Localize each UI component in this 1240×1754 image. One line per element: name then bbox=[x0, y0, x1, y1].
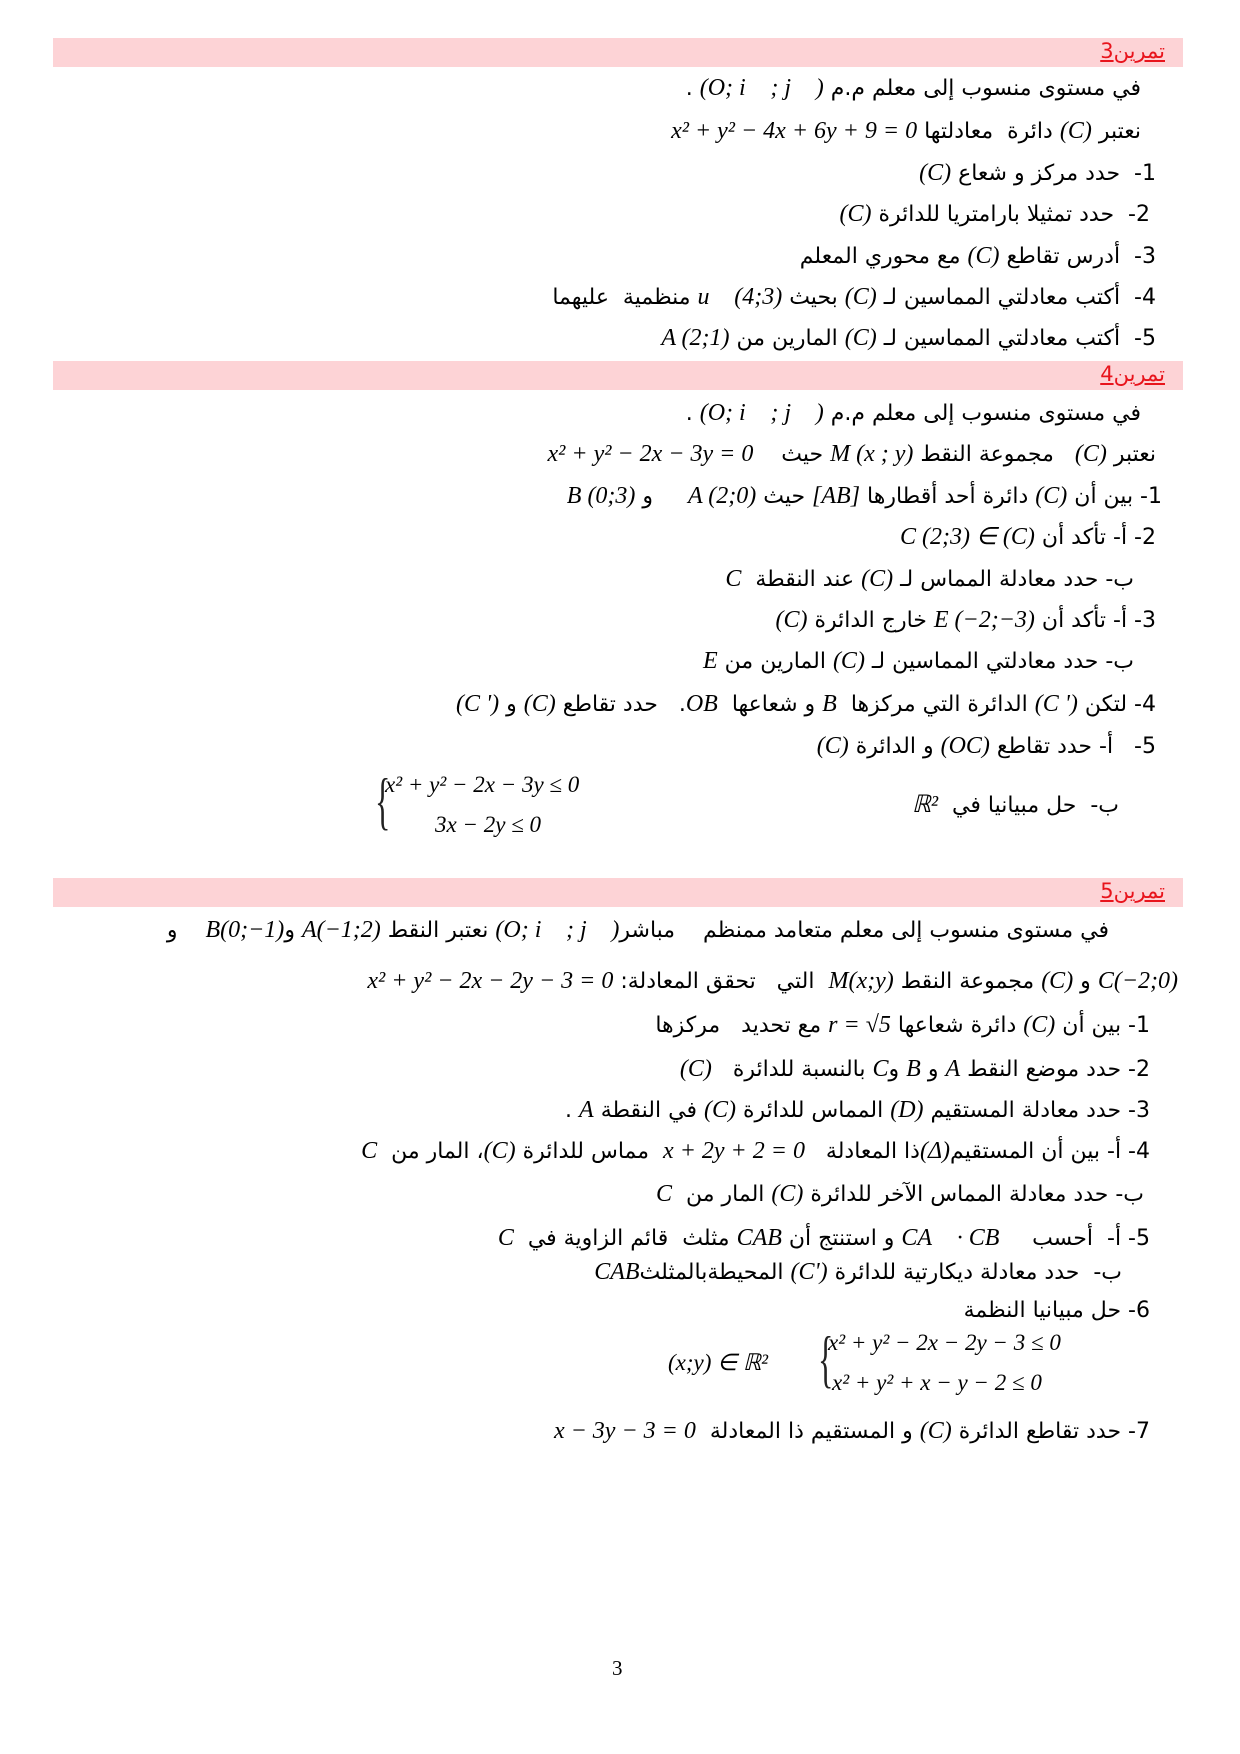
text-segment: المماس للدائرة bbox=[735, 1098, 891, 1123]
math-expression: (C ') bbox=[1034, 691, 1078, 717]
math-expression: (O; i⃗ ; j⃗ ) bbox=[699, 75, 824, 101]
text-segment: نعتبر النقط bbox=[380, 918, 496, 943]
text-segment: 1- حدد مركز و شعاع bbox=[951, 161, 1156, 186]
text-segment: و bbox=[635, 484, 689, 509]
text-segment: عند النقطة bbox=[741, 567, 862, 592]
exercise-header bbox=[53, 878, 1183, 907]
math-expression: (C) bbox=[523, 691, 556, 717]
text-segment: و شعاعها bbox=[717, 692, 823, 717]
math-expression: x + 2y + 2 = 0 bbox=[663, 1138, 805, 1164]
exercise-title: تمرين5 bbox=[1100, 879, 1165, 903]
math-expression: E (−2;−3) bbox=[933, 607, 1035, 633]
exercise-line bbox=[367, 966, 1178, 997]
exercise-line bbox=[900, 522, 1156, 553]
math-expression: (C) bbox=[816, 733, 849, 759]
exercise-line bbox=[554, 1416, 1150, 1447]
math-expression: (OC) bbox=[940, 733, 990, 759]
math-expression: A(−1;2) bbox=[301, 917, 381, 943]
math-expression: (D) bbox=[890, 1097, 924, 1123]
exercise-line bbox=[912, 790, 1119, 821]
system-inequality: 3x − 2y ≤ 0 bbox=[435, 812, 542, 837]
math-expression: E bbox=[703, 648, 718, 674]
text-segment: مع تحديد مركزها bbox=[655, 1013, 829, 1038]
exercise-line bbox=[686, 398, 1141, 429]
exercise-line bbox=[800, 241, 1156, 272]
math-expression: C bbox=[497, 1225, 514, 1251]
exercise-line bbox=[964, 1296, 1150, 1326]
math-expression: (C) bbox=[832, 648, 865, 674]
math-expression: B bbox=[906, 1056, 921, 1082]
math-expression: M (x ; y) bbox=[830, 441, 914, 467]
math-expression: CAB bbox=[594, 1259, 640, 1285]
text-segment: . bbox=[685, 401, 700, 426]
text-segment: منظمية عليهما bbox=[552, 285, 698, 310]
text-segment: التي تحقق المعادلة: bbox=[613, 969, 829, 994]
math-expression: ℝ² bbox=[911, 792, 939, 818]
text-segment: ب- حدد معادلة المماس الآخر للدائرة bbox=[803, 1182, 1144, 1207]
text-segment: دائرة أحد أقطارها bbox=[860, 484, 1036, 509]
math-expression: (C) bbox=[679, 1056, 712, 1082]
math-expression: B bbox=[822, 691, 837, 717]
math-expression: [AB] bbox=[812, 483, 861, 509]
text-segment: ب- حدد معادلتي المماسين لـ bbox=[864, 649, 1134, 674]
exercise-line bbox=[680, 1054, 1150, 1085]
text-segment: حيث bbox=[753, 442, 831, 467]
math-expression: C(−2;0) bbox=[1097, 968, 1178, 994]
text-segment: و الدائرة bbox=[848, 734, 941, 759]
exercise-line bbox=[498, 1223, 1150, 1254]
text-segment: ب- حل مبيانيا في bbox=[938, 793, 1119, 818]
system-domain: (x;y) ∈ ℝ² bbox=[668, 1350, 769, 1375]
math-expression: OB bbox=[685, 691, 718, 717]
system-inequality: x² + y² − 2x − 2y − 3 ≤ 0 bbox=[828, 1330, 1061, 1355]
math-expression: C bbox=[725, 566, 742, 592]
math-expression: B (0;3) bbox=[566, 483, 636, 509]
text-segment: في مستوى منسوب إلى معلم متعامد ممنظم مباشر bbox=[619, 918, 1109, 943]
text-segment: المحيطةبالمثلث bbox=[639, 1260, 791, 1285]
math-expression: (C) bbox=[919, 1418, 952, 1444]
math-expression: r = √5 bbox=[828, 1012, 891, 1038]
text-segment: حيث bbox=[756, 484, 813, 509]
math-expression: (C) bbox=[1035, 483, 1068, 509]
math-expression: A bbox=[579, 1097, 594, 1123]
math-expression: C (2;3) ∈ (C) bbox=[900, 524, 1035, 550]
math-expression: (C') bbox=[790, 1259, 828, 1285]
text-segment: دائرة شعاعها bbox=[890, 1013, 1024, 1038]
exercise-header bbox=[53, 361, 1183, 390]
math-expression: (C) bbox=[771, 1181, 804, 1207]
inequality-system bbox=[375, 765, 675, 852]
exercise-line bbox=[594, 1257, 1122, 1288]
exercise-line bbox=[456, 689, 1156, 720]
text-segment: . bbox=[685, 76, 700, 101]
system-inequality: x² + y² − 2x − 3y ≤ 0 bbox=[385, 772, 580, 797]
text-segment: مثلث قائم الزاوية في bbox=[513, 1226, 737, 1251]
text-segment: و استنتج أن bbox=[781, 1226, 902, 1251]
text-segment: ذا المعادلة bbox=[804, 1139, 920, 1164]
math-expression: x² + y² − 4x + 6y + 9 = 0 bbox=[671, 118, 918, 144]
math-expression: B(0;−1) bbox=[205, 917, 285, 943]
exercise-line bbox=[817, 731, 1156, 762]
text-segment: 4- لتكن bbox=[1077, 692, 1156, 717]
inequality-system bbox=[818, 1323, 1118, 1410]
exercise-line bbox=[671, 116, 1141, 147]
text-segment: خارج الدائرة bbox=[807, 608, 934, 633]
text-segment: في مستوى منسوب إلى معلم م.م bbox=[823, 76, 1141, 101]
math-expression: (C ') bbox=[456, 691, 500, 717]
math-expression: C bbox=[656, 1181, 673, 1207]
math-expression: (C) bbox=[1041, 968, 1074, 994]
text-segment: 1- بين أن bbox=[1055, 1013, 1150, 1038]
math-expression: (C) bbox=[1023, 1012, 1056, 1038]
math-expression: x² + y² − 2x − 3y = 0 bbox=[547, 441, 754, 467]
text-segment: في مستوى منسوب إلى معلم م.م bbox=[823, 401, 1141, 426]
text-segment: مجموعة النقط bbox=[913, 442, 1075, 467]
exercise-line bbox=[656, 1179, 1144, 1210]
text-segment: 6- حل مبيانيا النظمة bbox=[963, 1298, 1150, 1323]
text-segment: 2- حدد موضع النقط bbox=[960, 1057, 1150, 1082]
text-segment: بحيث bbox=[782, 285, 845, 310]
math-expression: (C) bbox=[844, 325, 877, 351]
text-segment: مجموعة النقط bbox=[893, 969, 1042, 994]
exercise-line bbox=[661, 323, 1156, 354]
math-expression: (C) bbox=[1059, 118, 1092, 144]
exercise-title: تمرين4 bbox=[1100, 362, 1165, 386]
math-expression: (C) bbox=[839, 201, 872, 227]
math-expression: (C) bbox=[919, 160, 952, 186]
exercise-line bbox=[552, 282, 1156, 313]
exercise-header bbox=[53, 38, 1183, 67]
math-expression: (O; i⃗ ; j⃗ ) bbox=[699, 400, 824, 426]
text-segment: نعتبر bbox=[1091, 119, 1141, 144]
text-segment: و bbox=[920, 1057, 946, 1082]
exercise-line bbox=[686, 73, 1141, 104]
text-segment: 2- أ- تأكد أن bbox=[1034, 525, 1156, 550]
text-segment: 5- أ- حدد تقاطع bbox=[989, 734, 1156, 759]
text-segment: و bbox=[1073, 969, 1098, 994]
exercise-line bbox=[548, 439, 1156, 470]
exercise-line bbox=[703, 646, 1134, 677]
math-expression: (Δ) bbox=[919, 1138, 951, 1164]
math-expression: (C) bbox=[1074, 441, 1107, 467]
text-segment: و bbox=[166, 918, 206, 943]
math-expression: u⃗ (4;3) bbox=[697, 284, 783, 310]
text-segment: و bbox=[499, 692, 524, 717]
exercise-line bbox=[167, 915, 1109, 946]
brace-icon: { bbox=[818, 1323, 834, 1394]
text-segment: 1- بين أن bbox=[1067, 484, 1162, 509]
exercise-line bbox=[840, 199, 1150, 230]
math-expression: (O; i⃗ ; j⃗ ) bbox=[495, 917, 620, 943]
text-segment: مماس للدائرة bbox=[515, 1139, 664, 1164]
text-segment: ب- حدد معادلة ديكارتية للدائرة bbox=[827, 1260, 1122, 1285]
text-segment: الدائرة التي مركزها bbox=[836, 692, 1035, 717]
math-expression: (C) bbox=[483, 1138, 516, 1164]
math-expression: (C) bbox=[844, 284, 877, 310]
text-segment: . حدد تقاطع bbox=[555, 692, 686, 717]
exercise-line bbox=[565, 1095, 1150, 1126]
text-segment: في النقطة bbox=[593, 1098, 704, 1123]
text-segment: ، المار من bbox=[377, 1139, 484, 1164]
exercise-line bbox=[919, 158, 1156, 189]
text-segment: 4- أكتب معادلتي المماسين لـ bbox=[876, 285, 1156, 310]
system-inequality: x² + y² + x − y − 2 ≤ 0 bbox=[832, 1370, 1042, 1395]
math-expression: A bbox=[945, 1056, 961, 1082]
brace-icon: { bbox=[375, 765, 391, 836]
math-expression: x² + y² − 2x − 2y − 3 = 0 bbox=[367, 968, 614, 994]
text-segment: نعتبر bbox=[1106, 442, 1156, 467]
text-segment: و المستقيم ذا المعادلة bbox=[695, 1419, 920, 1444]
math-expression: C bbox=[872, 1056, 889, 1082]
text-segment: و bbox=[888, 1057, 907, 1082]
math-expression: A (2;1) bbox=[661, 325, 730, 351]
text-segment: 3- أدرس تقاطع bbox=[999, 244, 1156, 269]
text-segment: 7- حدد تقاطع الدائرة bbox=[951, 1419, 1150, 1444]
exercise-line bbox=[567, 481, 1162, 512]
math-expression: (C) bbox=[861, 566, 894, 592]
exercise-line bbox=[725, 564, 1134, 595]
text-segment: المارين من bbox=[729, 326, 845, 351]
text-segment: مع محوري المعلم bbox=[799, 244, 968, 269]
math-expression: M(x;y) bbox=[828, 968, 894, 994]
math-expression: x − 3y − 3 = 0 bbox=[553, 1418, 696, 1444]
text-segment: 3- حدد معادلة المستقيم bbox=[923, 1098, 1150, 1123]
math-expression: (C) bbox=[703, 1097, 736, 1123]
text-segment: 5- أكتب معادلتي المماسين لـ bbox=[876, 326, 1156, 351]
page-number: 3 bbox=[612, 1656, 623, 1680]
text-segment: المار من bbox=[672, 1182, 772, 1207]
math-expression: (C) bbox=[967, 243, 1000, 269]
exercise-line bbox=[361, 1136, 1150, 1167]
text-segment: بالنسبة للدائرة bbox=[711, 1057, 873, 1082]
text-segment: 4- أ- بين أن المستقيم bbox=[950, 1139, 1150, 1164]
exercise-line bbox=[655, 1010, 1150, 1041]
text-segment: . bbox=[565, 1098, 580, 1123]
text-segment: ب- حدد معادلة المماس لـ bbox=[893, 567, 1134, 592]
text-segment: 2- حدد تمثيلا بارامتريا للدائرة bbox=[871, 202, 1150, 227]
math-expression: C bbox=[361, 1138, 378, 1164]
exercise-line bbox=[776, 605, 1156, 636]
text-segment: المارين من bbox=[717, 649, 833, 674]
text-segment: 5- أ- أحسب bbox=[1018, 1226, 1150, 1251]
math-expression: CA⃗ · CB⃗ bbox=[901, 1225, 1019, 1251]
text-segment: دائرة معادلتها bbox=[917, 119, 1060, 144]
text-segment: 3- أ- تأكد أن bbox=[1034, 608, 1156, 633]
text-segment: و bbox=[284, 918, 302, 943]
math-expression: CAB bbox=[736, 1225, 782, 1251]
exercise-title: تمرين3 bbox=[1100, 39, 1165, 63]
math-expression: A (2;0) bbox=[688, 483, 757, 509]
math-expression: (C) bbox=[775, 607, 808, 633]
